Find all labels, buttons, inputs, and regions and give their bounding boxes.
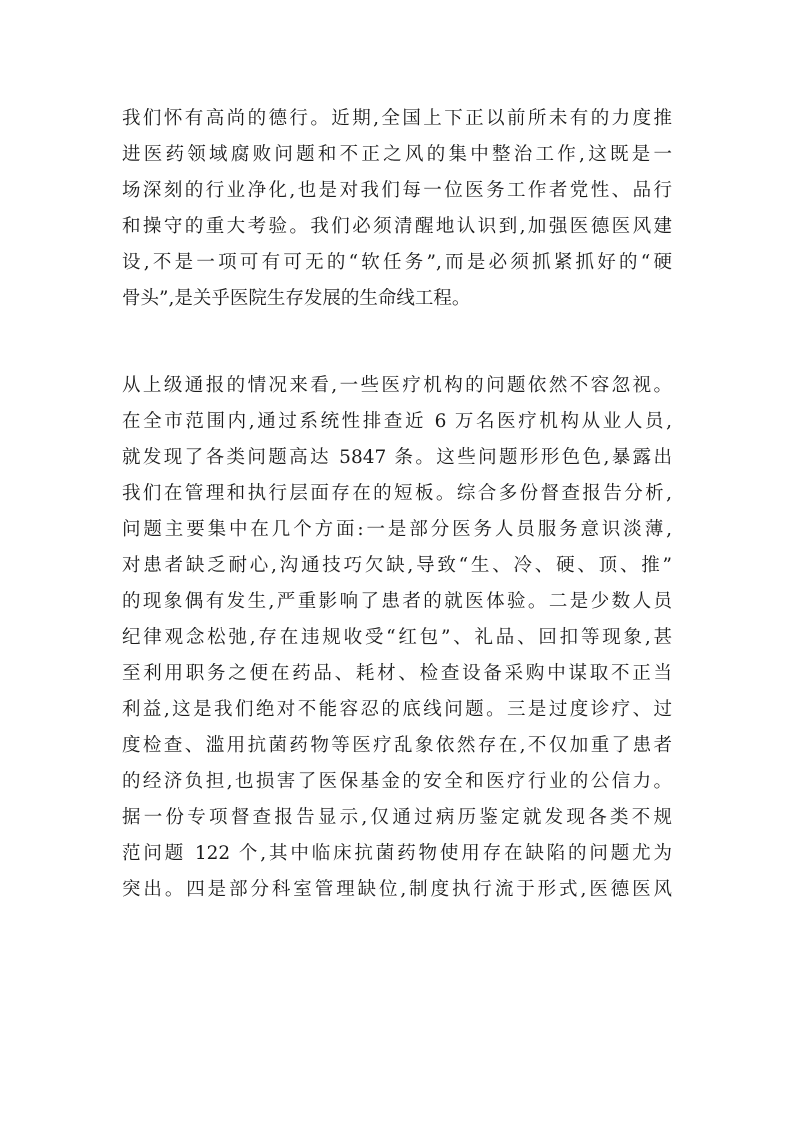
- paragraph-line: 的现象偶有发生,严重影响了患者的就医体验。二是少数人员: [122, 591, 672, 612]
- paragraph-1: [122, 101, 672, 317]
- paragraph-line: 度检查、滥用抗菌药物等医疗乱象依然存在,不仅加重了患者: [122, 735, 672, 756]
- paragraph-line: 就发现了各类问题高达 5847 条。这些问题形形色色,暴露出: [122, 447, 672, 468]
- paragraph-line: 设,不是一项可有可无的“软任务”,而是必须抓紧抓好的“硬: [122, 252, 672, 273]
- paragraph-line: 从上级通报的情况来看,一些医疗机构的问题依然不容忽视。: [122, 375, 672, 396]
- paragraph-line: 场深刻的行业净化,也是对我们每一位医务工作者党性、品行: [122, 180, 672, 201]
- paragraph-line: 和操守的重大考验。我们必须清醒地认识到,加强医德医风建: [122, 216, 672, 237]
- paragraph-line: 骨头”,是关乎医院生存发展的生命线工程。: [122, 288, 471, 309]
- paragraph-line: 纪律观念松弛,存在违规收受“红包”、礼品、回扣等现象,甚: [122, 627, 672, 648]
- paragraph-line: 的经济负担,也损害了医保基金的安全和医疗行业的公信力。: [122, 771, 672, 792]
- paragraph-line: 对患者缺乏耐心,沟通技巧欠缺,导致“生、冷、硬、顶、推”: [122, 555, 672, 576]
- paragraph-line: 在全市范围内,通过系统性排查近 6 万名医疗机构从业人员,: [122, 411, 672, 432]
- paragraph-line: 至利用职务之便在药品、耗材、检查设备采购中谋取不正当: [122, 663, 672, 684]
- paragraph-line: 据一份专项督查报告显示,仅通过病历鉴定就发现各类不规: [122, 807, 672, 828]
- paragraph-line: 范问题 122 个,其中临床抗菌药物使用存在缺陷的问题尤为: [122, 843, 672, 864]
- paragraph-2: [122, 368, 672, 908]
- paragraph-line: 突出。四是部分科室管理缺位,制度执行流于形式,医德医风: [122, 879, 672, 900]
- paragraph-line: 问题主要集中在几个方面:一是部分医务人员服务意识淡薄,: [122, 519, 672, 540]
- paragraph-line: 进医药领域腐败问题和不正之风的集中整治工作,这既是一: [122, 144, 672, 165]
- paragraph-line: 我们在管理和执行层面存在的短板。综合多份督查报告分析,: [122, 483, 672, 504]
- paragraph-line: 利益,这是我们绝对不能容忍的底线问题。三是过度诊疗、过: [122, 699, 672, 720]
- paragraph-line: 我们怀有高尚的德行。近期,全国上下正以前所未有的力度推: [122, 108, 672, 129]
